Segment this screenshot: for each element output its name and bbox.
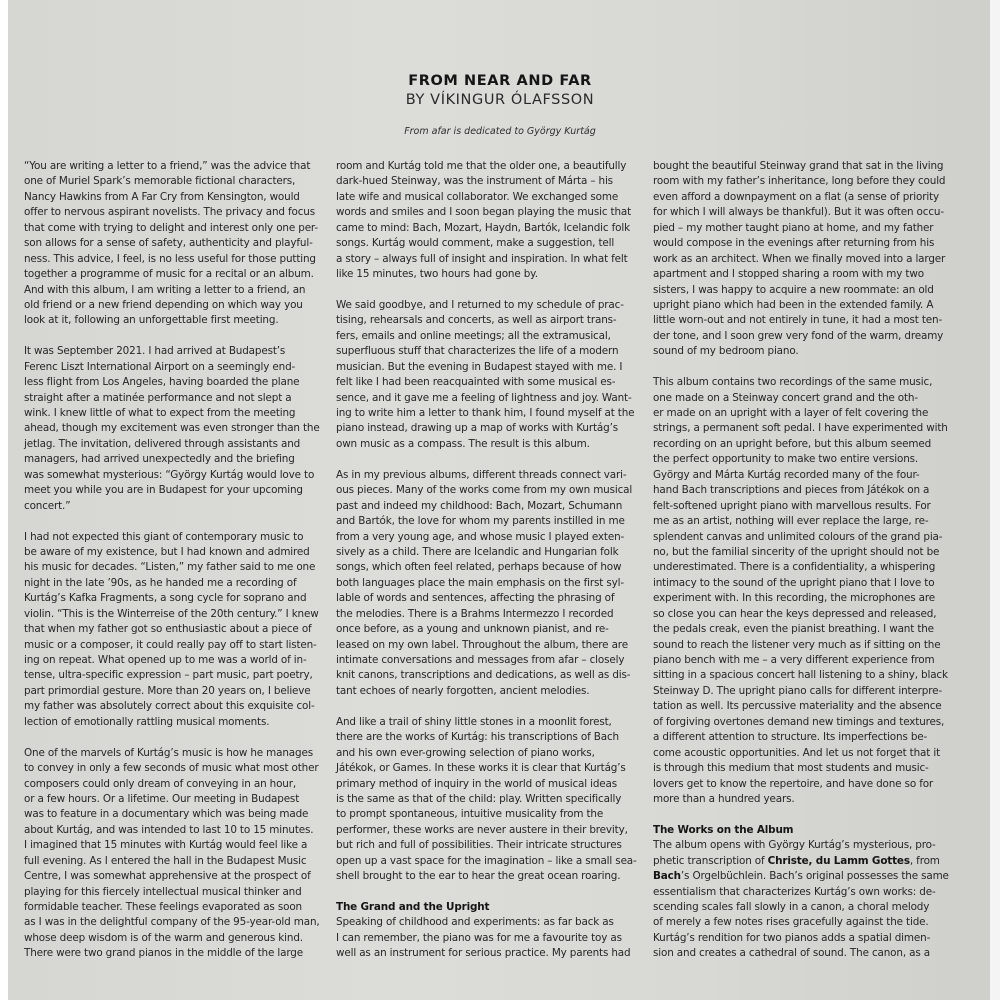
text-line: Bach’s Orgelbüchlein. Bach’s original possesses the same (653, 870, 949, 883)
text-line: composers could only dream of conveying in an hour, (24, 777, 297, 790)
paragraph (653, 159, 973, 360)
text-line: own music as a compass. The result is this album. (336, 437, 590, 450)
text-line: sitting in a spacious concert hall listening to a shiny, black (653, 669, 948, 682)
text-line: and Bartók, the love for whom my parents instilled in me (336, 515, 625, 528)
text-line: but rich and full of possibilities. Their intricate structures (336, 839, 622, 852)
paragraph-gap (653, 360, 973, 375)
text-line: sound to reach the listener very much as if sitting on the (653, 638, 941, 651)
text-line: I had not expected this giant of contemporary music to (24, 530, 304, 543)
text-line: “You are writing a letter to a friend,” was the advice that (24, 160, 311, 172)
text-line: of merely a few notes rises gracefully against the tide. (653, 916, 929, 929)
text-line: room and Kurtág told me that the older one, a beautifully (336, 160, 627, 172)
text-line: Nancy Hawkins from A Far Cry from Kensington, would (24, 190, 300, 203)
text-line: musician. But the evening in Budapest stayed with me. I (336, 360, 623, 373)
text-line: full evening. As I entered the hall in the Budapest Music (24, 854, 307, 867)
text-line: my father was absolutely correct about this exquisite col- (24, 700, 315, 713)
paragraph-gap (24, 514, 334, 529)
text-line: about Kurtág, and was intended to last 10 to 15 minutes. (24, 823, 314, 836)
text-line: past and indeed my childhood: Bach, Mozart, Schumann (336, 499, 623, 512)
text-line: once before, as a young and unknown pianist, and re- (336, 623, 609, 636)
text-line: fers, emails and online meetings; all the extramusical, (336, 329, 611, 342)
text-line: Speaking of childhood and experiments: as far back as (336, 916, 614, 929)
paragraph-gap (653, 807, 973, 822)
text-line: of forgiving overtones demand new timings and textures, (653, 715, 945, 728)
text-line: managers, had arrived unexpectedly and the briefing (24, 453, 295, 466)
text-line: er made on an upright with a layer of felt covering the (653, 407, 929, 419)
text-line: was somewhat mysterious: “György Kurtág would love to (24, 468, 315, 481)
text-line: superfluous stuff that characterizes the life of a modern (336, 345, 619, 358)
text-line: lovers get to know the repertoire, and have done so for (653, 777, 934, 790)
text-line: there are the works of Kurtág: his transcriptions of Bach (336, 731, 619, 744)
text-line: offer to nervous aspirant novelists. The privacy and focus (24, 206, 316, 219)
text-line: wink. I knew little of what to expect from the meeting (24, 407, 296, 419)
text-line: Ferenc Liszt International Airport on a seemingly end- (24, 360, 296, 373)
text-line: This album contains two recordings of the same music, (653, 376, 933, 389)
text-line: sisters, I was happy to acquire a new roommate: an old (653, 283, 934, 296)
text-line: As in my previous albums, different threads connect vari- (336, 468, 627, 481)
text-line: night in the late ’90s, as he handed me a recording of (24, 576, 297, 589)
text-line: to convey in only a few seconds of music what most other (24, 762, 319, 775)
text-line: formidable teacher. These feelings evaporated as soon (24, 901, 302, 913)
text-line: Kurtág’s Kafka Fragments, a song cycle for soprano and (24, 592, 307, 605)
dedication: From afar is dedicated to György Kurtág (404, 126, 596, 137)
text-line: leased on my own label. Throughout the album, there are (336, 638, 628, 651)
paragraph-gap (24, 329, 334, 344)
text-line: piano bench with me – a very different experience from (653, 654, 935, 666)
text-column-3 (653, 159, 973, 962)
text-line: The album opens with György Kurtág’s mysterious, pro- (653, 839, 936, 852)
text-line: hand Bach transcriptions and pieces from Játékok on a (653, 484, 930, 497)
text-line: whose deep wisdom is of the warm and generous kind. (24, 931, 303, 944)
text-line: essentialism that characterizes Kurtág’s own works: de- (653, 885, 936, 898)
text-line: both languages place the main emphasis on the first syl- (336, 576, 624, 589)
text-line: underestimated. There is a confidentiality, a whispering (653, 561, 936, 574)
text-line: songs, which often feel related, perhaps because of how (336, 561, 622, 574)
text-line: Centre, I was somewhat apprehensive at the prospect of (24, 870, 311, 883)
text-line: straight after a matinée performance and not slept a (24, 391, 292, 404)
text-line: knit canons, transcriptions and dedications, as well as dis- (336, 669, 631, 682)
text-line: There were two grand pianos in the middle of the large (24, 947, 303, 960)
text-line: sound of my bedroom piano. (653, 345, 799, 358)
text-line: be aware of my existence, but I had known and admired (24, 545, 310, 558)
text-line: songs. Kurtág would comment, make a suggestion, tell (336, 237, 615, 250)
text-line: well as an instrument for serious practice. My parents had (336, 947, 631, 960)
text-line: me as an artist, nothing will ever replace the large, re- (653, 515, 929, 528)
text-line: words and smiles and I soon began playing the music that (336, 206, 632, 219)
paragraph (24, 344, 334, 514)
text-line: that when my father got so enthusiastic about a piece of (24, 623, 312, 636)
text-line: work as an architect. When we finally moved into a larger (653, 252, 946, 265)
page-edge (990, 0, 1000, 1000)
text-line: performer, these works are never austere in their brevity, (336, 823, 628, 836)
text-line: ahead, though my excitement was even stronger than the (24, 422, 320, 435)
text-line: ness. This advice, I feel, is no less useful for those putting (24, 252, 316, 265)
text-line: der tone, and I soon grew very fond of the warm, dreamy (653, 329, 944, 342)
paragraph (653, 375, 973, 807)
paragraph (336, 298, 646, 452)
text-column-2 (336, 159, 646, 962)
text-line: Kurtág’s rendition for two pianos adds a spatial dimen- (653, 931, 931, 944)
article-title: FROM NEAR AND FAR (408, 73, 592, 89)
text-line: room with my father’s inheritance, long before they could (653, 175, 946, 188)
text-line: and his own ever-growing selection of piano works, (336, 746, 595, 759)
text-line: felt-softened upright piano with marvellous results. For (653, 499, 931, 512)
text-line: to prompt spontaneous, intuitive musicality from the (336, 808, 604, 821)
text-line: Steinway D. The upright piano calls for different interpre- (653, 684, 942, 697)
text-line: from a very young age, and whose music I played exten- (336, 530, 625, 543)
text-line: late wife and musical collaborator. We exchanged some (336, 190, 619, 203)
text-line: for which I will always be thankful). But it was often occu- (653, 206, 944, 219)
text-line: concert.” (24, 499, 71, 512)
text-line: even afford a downpayment on a flat (a sense of priority (653, 190, 939, 203)
text-line: lection of emotionally rattling musical moments. (24, 715, 270, 728)
text-line: more than a hundred years. (653, 792, 795, 805)
text-line: come acoustic opportunities. And let us not forget that it (653, 746, 940, 759)
text-line: tense, ultra-specific expression – part music, part poetry, (24, 669, 313, 682)
text-line: intimate conversations and messages from afar – closely (336, 654, 625, 666)
text-line: no, but the familial sincerity of the upright should not be (653, 545, 940, 558)
text-line: tation as well. Its percussive materiality and the absence (653, 700, 942, 713)
paragraph-gap (336, 885, 646, 900)
text-line: together a programme of music for a recital or an album. (24, 268, 314, 281)
text-line: ing to write him a letter to thank him, I found myself at the (336, 407, 635, 419)
text-line: open up a vast space for the imagination – like a small sea- (336, 854, 637, 867)
paragraph (336, 468, 646, 700)
text-line: playing for this fiercely intellectual musical thinker and (24, 885, 302, 898)
text-line: as I was in the delightful company of the 95-year-old man, (24, 916, 320, 929)
paragraph-gap (336, 283, 646, 298)
text-line: the melodies. There is a Brahms Intermezzo I recorded (336, 607, 614, 620)
text-line: György and Márta Kurtág recorded many of the four- (653, 468, 920, 481)
paragraph (653, 823, 973, 962)
text-line: sence, and it gave me a feeling of lightness and joy. Want- (336, 391, 632, 404)
text-line: And with this album, I am writing a letter to a friend, an (24, 283, 306, 296)
text-line: look at it, following an unforgettable first meeting. (24, 314, 279, 327)
text-line: apartment and I stopped sharing a room with my two (653, 268, 924, 281)
text-line: phetic transcription of Christe, du Lamm Gottes, from (653, 854, 940, 867)
text-line: would compose in the evenings after returning from his (653, 237, 935, 250)
text-line: I imagined that 15 minutes with Kurtág would feel like a (24, 839, 308, 852)
text-line: primary method of inquiry in the world of musical ideas (336, 777, 618, 790)
text-line: lable of words and sentences, affecting the phrasing of (336, 592, 615, 605)
paragraph-gap (336, 699, 646, 714)
text-line: felt like I had been reacquainted with some musical es- (336, 376, 616, 389)
text-line: little worn-out and not entirely in tune, it had a most ten- (653, 314, 943, 327)
text-line: I can remember, the piano was for me a favourite toy as (336, 931, 622, 944)
text-line: We said goodbye, and I returned to my schedule of prac- (336, 298, 624, 311)
text-line: one of Muriel Spark’s memorable fictional characters, (24, 175, 296, 188)
paragraph-gap (336, 452, 646, 467)
text-line: came to mind: Bach, Mozart, Haydn, Bartók, Icelandic folk (336, 221, 630, 234)
text-line: scending scales fall slowly in a canon, a choral melody (653, 901, 930, 913)
text-line: ing on repeat. What opened up to me was a world of in- (24, 654, 307, 666)
text-line: tising, rehearsals and concerts, as well as airport trans- (336, 314, 617, 327)
text-line: It was September 2021. I had arrived at Budapest’s (24, 345, 286, 358)
paragraph (24, 530, 334, 731)
paragraph (24, 746, 334, 962)
text-line: recording on an upright before, but this album seemed (653, 437, 932, 450)
text-line: old friend or a new friend depending on which way you (24, 298, 303, 311)
text-line: that come with trying to delight and interest only one per- (24, 221, 318, 234)
text-line: experiment with. In this recording, the microphones are (653, 592, 935, 605)
text-line: Játékok, or Games. In these works it is clear that Kurtág’s (336, 762, 626, 775)
text-line: sively as a child. There are Icelandic and Hungarian folk (336, 545, 619, 558)
text-line: so close you can hear the keys depressed and released, (653, 607, 937, 620)
text-line: piano instead, drawing up a map of works with Kurtág’s (336, 422, 618, 435)
text-line: music or a composer, it could really pay off to start listen- (24, 638, 317, 651)
text-line: violin. “This is the Winterreise of the 20th century.” I knew (24, 607, 319, 620)
text-line: son allows for a sense of safety, authenticity and playful- (24, 237, 313, 250)
text-line: was to feature in a documentary which was being made (24, 808, 309, 821)
paragraph (336, 900, 646, 962)
text-line: intimacy to the sound of the upright piano that I love to (653, 576, 935, 589)
text-line: his music for decades. “Listen,” my father said to me one (24, 561, 316, 574)
section-heading: The Grand and the Upright (336, 901, 490, 913)
text-line: sion and creates a cathedral of sound. The canon, as a (653, 947, 930, 960)
paragraph (336, 715, 646, 885)
text-line: tant echoes of nearly forgotten, ancient melodies. (336, 684, 590, 697)
text-line: strings, a permanent soft pedal. I have experimented with (653, 422, 948, 435)
text-column-1 (24, 159, 334, 962)
text-line: a story – always full of insight and inspiration. In what felt (336, 252, 628, 265)
text-line: And like a trail of shiny little stones in a moonlit forest, (336, 715, 612, 728)
text-line: One of the marvels of Kurtág’s music is how he manages (24, 746, 313, 759)
article-byline: BY VÍKINGUR ÓLAFSSON (405, 92, 595, 108)
text-line: ous pieces. Many of the works come from my own musical (336, 484, 633, 497)
text-line: one made on a Steinway concert grand and the oth- (653, 391, 918, 404)
text-line: splendent canvas and unlimited colours of the grand pia- (653, 530, 943, 543)
text-line: less flight from Los Angeles, having boarded the plane (24, 376, 300, 389)
text-line: upright piano which had been in the extended family. A (653, 298, 934, 311)
text-line: dark-hued Steinway, was the instrument of Márta – his (336, 175, 613, 188)
paragraph (24, 159, 334, 329)
text-line: meet you while you are in Budapest for your upcoming (24, 484, 303, 497)
text-line: a different attention to structure. Its imperfections be- (653, 731, 928, 744)
text-line: is through this medium that most students and music- (653, 762, 929, 775)
text-line: the perfect opportunity to make two entire versions. (653, 453, 919, 466)
section-heading: The Works on the Album (653, 823, 794, 836)
text-line: part primordial gesture. More than 20 years on, I believe (24, 684, 311, 697)
paragraph (336, 159, 646, 283)
text-line: jetlag. The invitation, delivered through assistants and (24, 437, 301, 450)
text-line: or a few hours. Or a lifetime. Our meeting in Budapest (24, 792, 300, 805)
text-line: bought the beautiful Steinway grand that sat in the living (653, 160, 944, 172)
text-line: the pedals creak, even the pianist breathing. I want the (653, 623, 934, 636)
text-line: shell brought to the ear to hear the great ocean roaring. (336, 870, 621, 883)
text-line: like 15 minutes, two hours had gone by. (336, 268, 538, 281)
paragraph-gap (24, 730, 334, 745)
text-line: is the same as that of the child: play. Written specifically (336, 792, 622, 805)
text-line: pied – my mother taught piano at home, and my father (653, 221, 934, 234)
